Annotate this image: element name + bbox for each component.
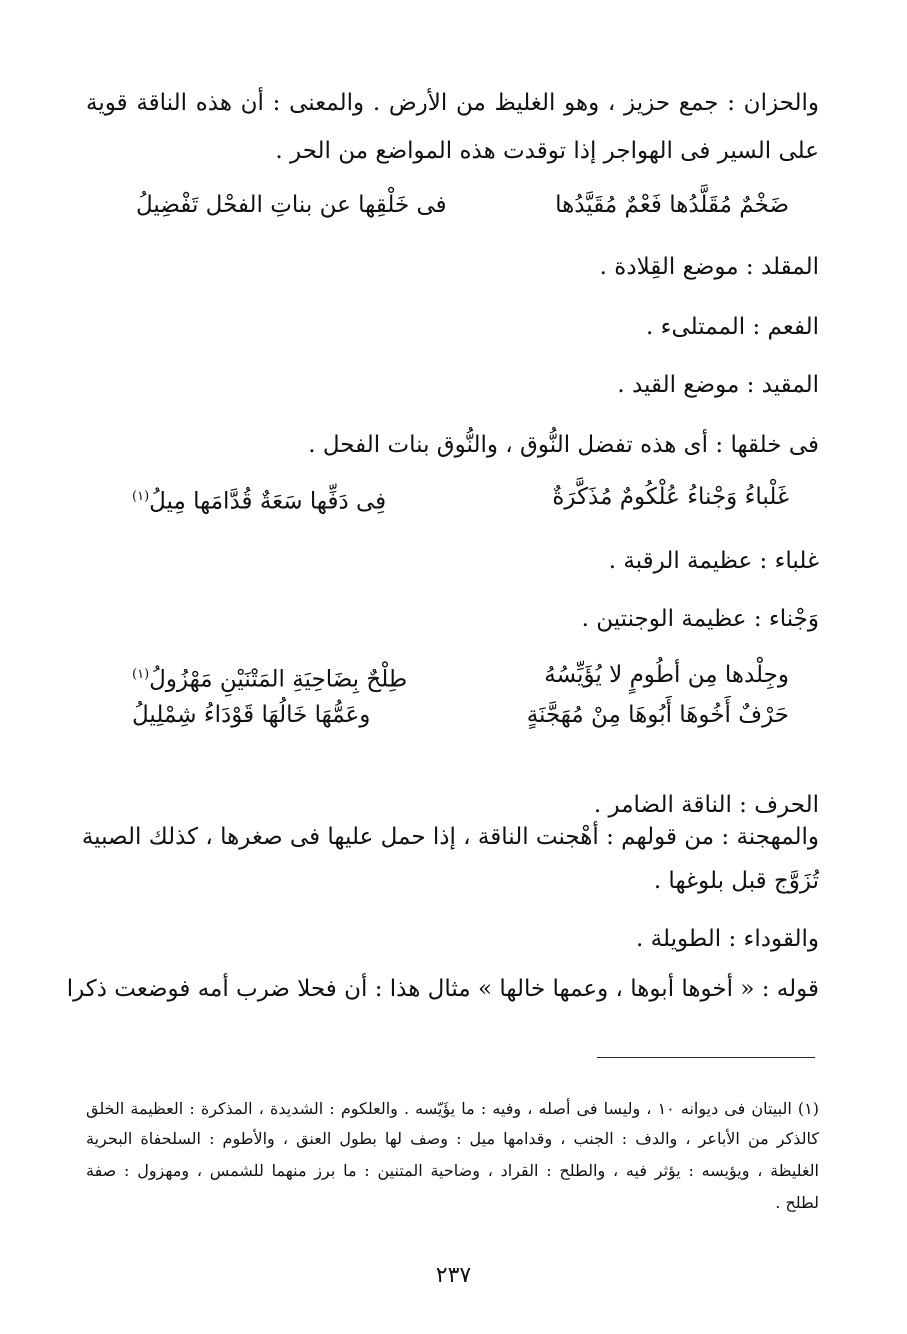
poem-verse [132, 480, 789, 514]
paragraph-line: تُزَوَّج قبل بلوغها . [653, 868, 819, 894]
footnote-marker: (١) [132, 667, 150, 682]
verse-second-hemistich: فى خَلْقِها عن بناتِ الفحْل تَفْضِيلُ [136, 192, 447, 218]
page-number: ٢٣٧ [435, 1263, 472, 1288]
verse-second-hemistich: فِى دَفِّها سَعَةٌ قُدَّامَها مِيلُ$^{(١)}$ [132, 488, 387, 515]
gloss-line: وَجْناء : عظيمة الوجنتين . [581, 606, 819, 632]
gloss-line: المقلد : موضع القِلادة . [599, 254, 819, 280]
poem-verse [136, 188, 789, 222]
verse-first-hemistich: غَلْباءُ وَجْناءُ عُلْكُومٌ مُذَكَّرَةٌ [552, 484, 789, 510]
paragraph-line: والمهجنة : من قولهم : أهْجنت الناقة ، إذا حمل عليها فى صغرها ، كذلك الصبية [81, 824, 819, 850]
poem-verse [132, 658, 789, 692]
footnote-divider [597, 1057, 815, 1058]
verse-second-hemistich: طِلْحٌ بِضَاحِيَةِ المَتْنَيْنِ مَهْزُولُ$^{(١)}$ [132, 666, 408, 693]
gloss-line: فى خلقها : أى هذه تفضل النُّوق ، والنُّوق بنات الفحل . [308, 432, 819, 458]
paragraph-line: قوله : « أخوها أبوها ، وعمها خالها » مثال هذا : أن فحلا ضرب أمه فوضعت ذكرا [66, 976, 819, 1002]
paragraph-line: والحزان : جمع حزيز ، وهو الغليظ من الأرض . والمعنى : أن هذه الناقة قوية [86, 90, 819, 116]
gloss-line: غلباء : عظيمة الرقبة . [608, 548, 819, 574]
gloss-line: المقيد : موضع القيد . [617, 372, 819, 398]
poem-verse [132, 698, 789, 732]
verse-first-hemistich: ضَخْمٌ مُقَلَّدُها فَعْمٌ مُقَيَّدُها [555, 192, 789, 218]
footnote-line: كالذكر من الأباعر ، والدف : الجنب ، وقدامها ميل : وصف لها بطول العنق ، والأطوم : السلحفاة البحرية [86, 1129, 819, 1148]
verse-second-hemistich: وعَمُّهَا خَالُهَا قَوْدَاءُ شِمْلِيلُ [132, 702, 371, 728]
gloss-line: الفعم : الممتلىء . [646, 314, 819, 340]
gloss-line: الحرف : الناقة الضامر . [593, 792, 819, 818]
verse-first-hemistich: حَرْفٌ أَخُوهَا أَبُوهَا مِنْ مُهَجَّنَةٍ [526, 702, 789, 728]
footnote-line: لطلح . [775, 1193, 819, 1212]
gloss-line: والقوداء : الطويلة . [636, 926, 819, 952]
verse-first-hemistich: وجِلْدها مِن أطُومٍ لا يُؤَيِّسُهُ [544, 662, 789, 688]
footnote-line: (١) البيتان فى ديوانه ١٠ ، وليسا فى أصله ، وفيه : ما يؤَيّسه . والعلكوم : الشديدة ، المذكرة : العظيمة الخلق [86, 1099, 820, 1118]
footnote-line: الغليظة ، ويؤيسه : يؤثر فيه ، والطلح : القراد ، وضاحية المتنين : ما برز منهما للشمس ، ومهزول : صفة [86, 1161, 820, 1180]
paragraph-line: على السير فى الهواجر إذا توقدت هذه المواضع من الحر . [275, 138, 819, 164]
footnote-marker: (١) [132, 489, 150, 504]
